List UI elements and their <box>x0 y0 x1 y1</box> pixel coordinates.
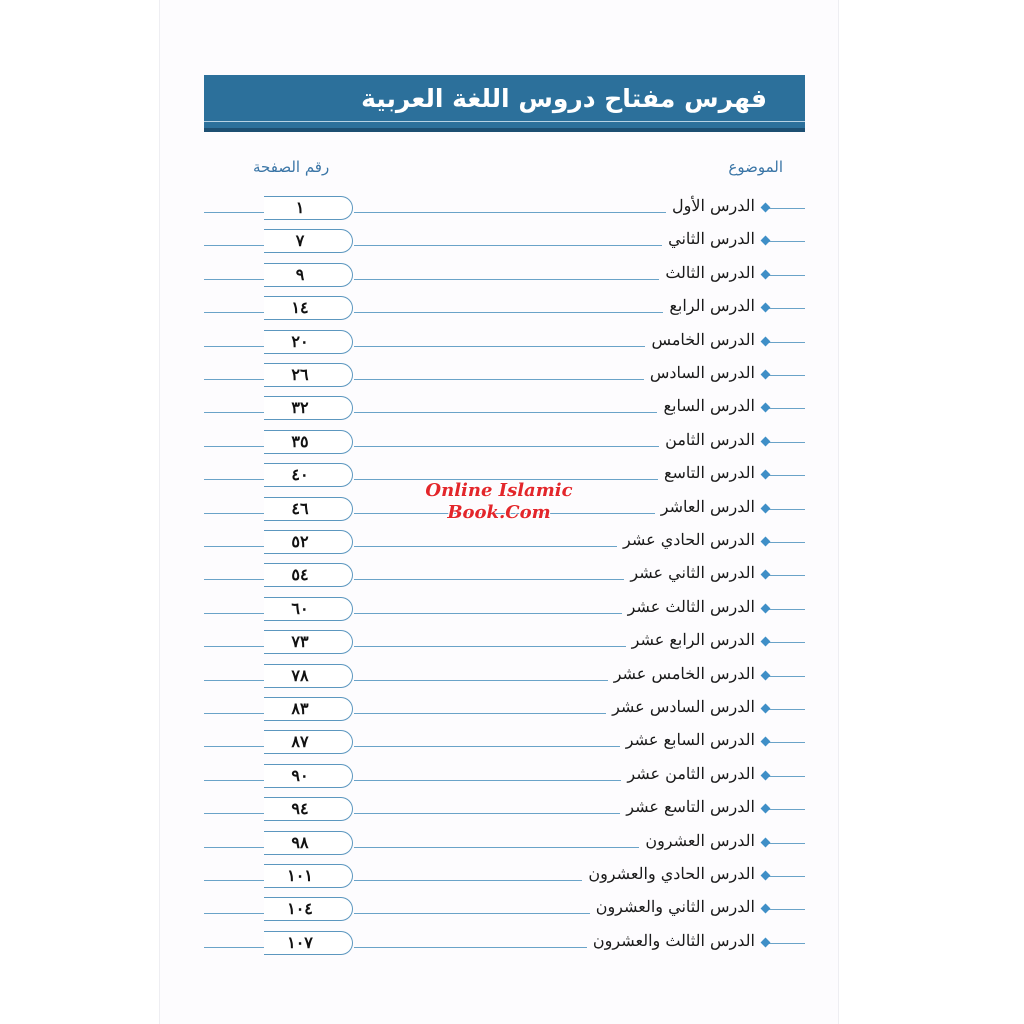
page-number: ٥٢ <box>291 532 309 551</box>
leader-line <box>769 609 805 610</box>
page-number: ٦٠ <box>291 598 309 618</box>
leader-line <box>354 446 659 447</box>
lesson-title: الدرس التاسع عشر <box>626 797 755 817</box>
toc-row <box>204 260 805 290</box>
leader-line <box>354 780 621 781</box>
leader-line <box>354 746 620 747</box>
lesson-title: الدرس الحادي عشر <box>623 530 755 549</box>
page-number: ١٤ <box>291 298 309 318</box>
toc-row <box>204 828 805 858</box>
bullet-diamond-icon <box>761 704 771 714</box>
lesson-title: الدرس الثالث والعشرون <box>592 930 755 950</box>
page-number-box <box>264 864 353 888</box>
leader-line <box>769 876 805 877</box>
leader-line <box>354 579 624 580</box>
page-number: ٩٤ <box>291 799 309 819</box>
leader-line <box>769 843 805 844</box>
page-number: ١٠١ <box>287 866 313 885</box>
bullet-diamond-icon <box>761 670 771 680</box>
leader-line <box>354 646 626 647</box>
leader-line <box>354 346 645 347</box>
leader-line <box>769 375 805 376</box>
page-number-box <box>264 296 353 320</box>
page-number: ٣٢ <box>291 398 309 418</box>
lesson-title: الدرس السادس <box>649 363 755 382</box>
page-number-box <box>264 764 353 788</box>
lesson-title: الدرس الثالث <box>665 262 755 282</box>
page-number-box <box>264 630 353 654</box>
lesson-title: الدرس التاسع <box>663 463 755 483</box>
leader-line <box>769 342 805 343</box>
bullet-diamond-icon <box>761 871 771 881</box>
toc-row <box>204 594 805 624</box>
page-number-box <box>264 229 353 253</box>
page-number-box <box>264 797 353 821</box>
bullet-diamond-icon <box>761 770 771 780</box>
lesson-title: الدرس الخامس <box>651 329 755 349</box>
page-number: ٩ <box>295 264 305 284</box>
leader-line <box>769 408 805 409</box>
page-number: ٧ <box>295 231 305 251</box>
toc-row <box>204 293 805 323</box>
bullet-diamond-icon <box>761 937 771 947</box>
page-number: ٩٠ <box>291 765 309 785</box>
page-number-box <box>264 330 353 354</box>
page-number-box <box>264 497 353 521</box>
leader-line <box>769 509 805 510</box>
page-number-box <box>264 530 353 554</box>
topic-column-header: الموضوع <box>728 158 783 176</box>
toc-row <box>204 193 805 223</box>
toc-row <box>204 861 805 891</box>
toc-row <box>204 761 805 791</box>
page-number-box <box>264 697 353 721</box>
leader-line <box>354 212 666 213</box>
page-number-box <box>264 263 353 287</box>
leader-line <box>769 442 805 443</box>
page-number: ٧٣ <box>291 632 309 652</box>
page-number: ٥٤ <box>291 565 309 585</box>
page-number-box <box>264 597 353 621</box>
index-title: فهرس مفتاح دروس اللغة العربية <box>361 84 767 113</box>
lesson-title: الدرس الخامس عشر <box>613 663 755 683</box>
bullet-diamond-icon <box>761 603 771 613</box>
bullet-diamond-icon <box>761 637 771 647</box>
lesson-title: الدرس السادس عشر <box>612 697 755 716</box>
page-number-box <box>264 664 353 688</box>
lesson-title: الدرس العشرون <box>645 830 755 850</box>
page-number: ٣٥ <box>291 431 309 451</box>
bullet-diamond-icon <box>761 269 771 279</box>
page-number: ٩٨ <box>291 832 309 852</box>
leader-line <box>769 542 805 543</box>
leader-line <box>769 909 805 910</box>
toc-row <box>204 627 805 657</box>
page-number: ٨٧ <box>291 732 309 752</box>
bullet-diamond-icon <box>761 570 771 580</box>
index-title-banner <box>204 75 805 132</box>
page-number-box <box>264 363 353 387</box>
lesson-title: الدرس الثامن <box>665 429 755 449</box>
page-number-box <box>264 196 353 220</box>
lesson-title: الدرس الثاني عشر <box>630 563 755 583</box>
lesson-title: الدرس الثالث عشر <box>627 596 755 616</box>
lesson-title: الدرس السابع عشر <box>625 730 755 750</box>
bullet-diamond-icon <box>761 804 771 814</box>
leader-line <box>769 776 805 777</box>
leader-line <box>354 847 639 848</box>
page-number: ٤٠ <box>291 465 309 485</box>
toc-row <box>204 427 805 457</box>
lesson-title: الدرس الثامن عشر <box>627 763 755 783</box>
bullet-diamond-icon <box>761 537 771 547</box>
bullet-diamond-icon <box>761 236 771 246</box>
toc-row <box>204 327 805 357</box>
lesson-title: الدرس السابع <box>663 396 755 416</box>
page-number: ٢٦ <box>291 365 309 384</box>
toc-row <box>204 794 805 824</box>
toc-row <box>204 727 805 757</box>
leader-line <box>354 245 662 246</box>
page-number-box <box>264 730 353 754</box>
page-number: ١٠٤ <box>287 899 313 919</box>
leader-line <box>769 809 805 810</box>
lesson-title: الدرس الثاني والعشرون <box>595 897 755 917</box>
bullet-diamond-icon <box>761 503 771 513</box>
leader-line <box>769 676 805 677</box>
leader-line <box>354 279 659 280</box>
toc-row <box>204 694 805 724</box>
bullet-diamond-icon <box>761 303 771 313</box>
bullet-diamond-icon <box>761 203 771 213</box>
page-number-box <box>264 563 353 587</box>
leader-line <box>354 947 587 948</box>
toc-row <box>204 560 805 590</box>
lesson-title: الدرس الرابع <box>669 296 755 316</box>
bullet-diamond-icon <box>761 470 771 480</box>
toc-row <box>204 226 805 256</box>
page-column-header: رقم الصفحة <box>253 158 330 176</box>
bullet-diamond-icon <box>761 904 771 914</box>
toc-row <box>204 527 805 557</box>
toc-row <box>204 393 805 423</box>
leader-line <box>354 613 622 614</box>
leader-line <box>769 943 805 944</box>
bullet-diamond-icon <box>761 436 771 446</box>
page-number-box <box>264 396 353 420</box>
toc-row <box>204 894 805 924</box>
leader-line <box>769 208 805 209</box>
leader-line <box>769 308 805 309</box>
page-number: ١٠٧ <box>287 932 313 952</box>
watermark-line-2: Book.Com <box>447 502 551 523</box>
leader-line <box>769 742 805 743</box>
lesson-title: الدرس الأول <box>672 196 755 215</box>
page-number-box <box>264 897 353 921</box>
watermark-line-1: Online Islamic <box>425 480 573 501</box>
leader-line <box>769 575 805 576</box>
leader-line <box>769 241 805 242</box>
page-number: ٤٦ <box>291 498 309 518</box>
page-number-box <box>264 463 353 487</box>
leader-line <box>354 312 663 313</box>
lesson-title: الدرس الرابع عشر <box>631 630 755 650</box>
page-number: ٨٣ <box>291 699 309 718</box>
leader-line <box>769 709 805 710</box>
bullet-diamond-icon <box>761 737 771 747</box>
bullet-diamond-icon <box>761 403 771 413</box>
leader-line <box>354 913 590 914</box>
leader-line <box>354 546 617 547</box>
lesson-title: الدرس العاشر <box>660 496 755 516</box>
leader-line <box>354 880 582 881</box>
leader-line <box>769 475 805 476</box>
page-number-box <box>264 430 353 454</box>
leader-line <box>354 713 606 714</box>
page-number: ٢٠ <box>291 331 309 351</box>
watermark <box>404 480 594 524</box>
page-number: ٧٨ <box>291 665 309 685</box>
leader-line <box>769 275 805 276</box>
lesson-title: الدرس الثاني <box>668 229 755 249</box>
toc-row <box>204 928 805 958</box>
toc-row <box>204 661 805 691</box>
leader-line <box>354 680 608 681</box>
page-number: ١ <box>295 198 305 217</box>
bullet-diamond-icon <box>761 370 771 380</box>
leader-line <box>354 412 657 413</box>
leader-line <box>769 642 805 643</box>
page-number-box <box>264 831 353 855</box>
banner-divider <box>204 121 805 122</box>
leader-line <box>354 813 620 814</box>
bullet-diamond-icon <box>761 336 771 346</box>
page-number-box <box>264 931 353 955</box>
toc-row <box>204 360 805 390</box>
lesson-title: الدرس الحادي والعشرون <box>588 864 755 883</box>
leader-line <box>354 379 644 380</box>
bullet-diamond-icon <box>761 837 771 847</box>
